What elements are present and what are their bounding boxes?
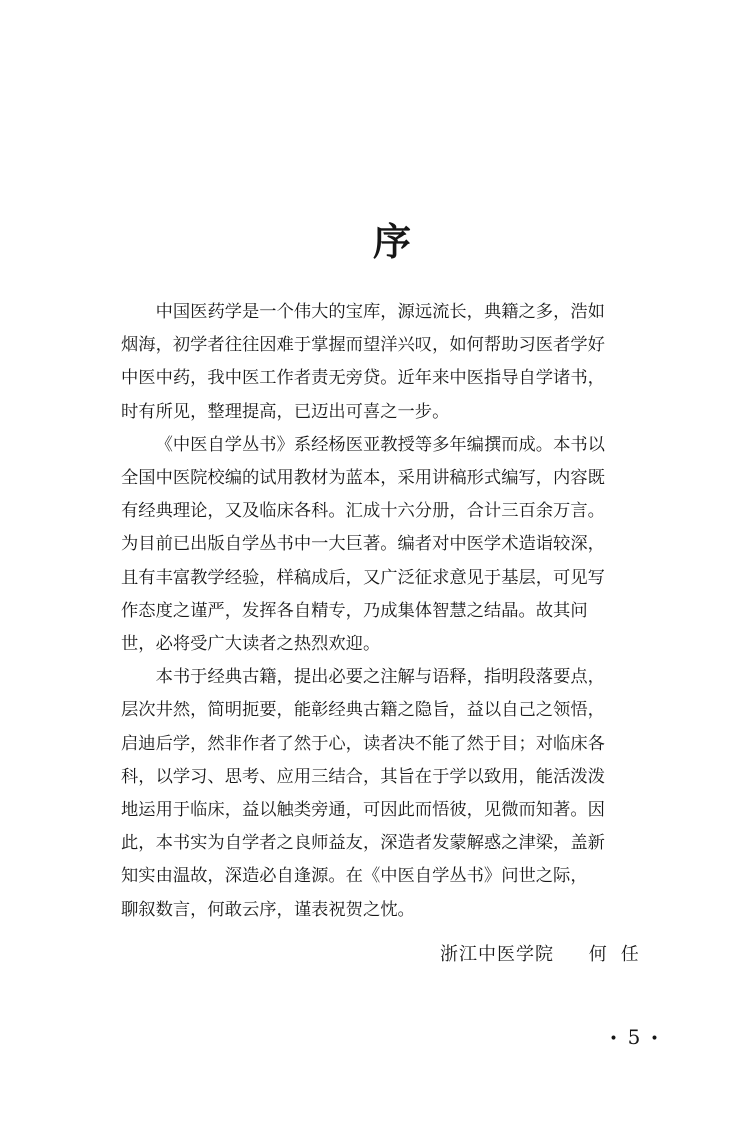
page-number <box>594 1022 674 1054</box>
text-line: 层次井然，简明扼要，能彰经典古籍之隐旨，益以自己之领悟， <box>121 700 605 721</box>
paragraph-3 <box>121 661 691 927</box>
signature-author: 何任 <box>588 944 653 965</box>
text-line: 为目前已出版自学丛书中一大巨著。编者对中医学术造诣较深， <box>121 534 605 555</box>
signature <box>440 940 660 970</box>
preface-body <box>121 296 691 927</box>
text-line: 烟海，初学者往往因难于掌握而望洋兴叹，如何帮助习医者学好 <box>121 335 605 356</box>
text-line: 作态度之谨严，发挥各自精专，乃成集体智慧之结晶。故其问 <box>121 600 588 621</box>
text-line: 本书于经典古籍，提出必要之注解与语释，指明段落要点， <box>155 667 605 688</box>
text-line: 知实由温故，深造必自逢源。在《中医自学丛书》问世之际， <box>121 866 588 887</box>
text-line: 世，必将受广大读者之热烈欢迎。 <box>121 634 381 655</box>
text-line: 且有丰富教学经验，样稿成后，又广泛征求意见于基层，可见写 <box>121 567 605 588</box>
page-title: 序 <box>372 219 413 264</box>
text-line: 时有所见，整理提高，已迈出可喜之一步。 <box>121 401 450 422</box>
page-number-dot-left: • <box>609 1030 618 1047</box>
text-line: 中国医药学是一个伟大的宝库，源远流长，典籍之多，浩如 <box>155 302 605 322</box>
page-number-value: 5 <box>627 1025 641 1049</box>
text-line: 《中医自学丛书》系经杨医亚教授等多年编撰而成。本书以 <box>155 434 605 455</box>
text-line: 有经典理论，又及临床各科。汇成十六分册，合计三百余万言。 <box>121 501 605 522</box>
text-line: 科，以学习、思考、应用三结合，其旨在于学以致用，能活泼泼 <box>121 766 605 787</box>
text-line: 地运用于临床，益以触类旁通，可因此而悟彼，见微而知著。因 <box>121 800 605 821</box>
signature-institution: 浙江中医学院 <box>440 944 554 965</box>
paragraph-1 <box>121 296 691 429</box>
text-line: 聊叙数言，何敢云序，谨表祝贺之忱。 <box>121 899 415 920</box>
paragraph-2 <box>121 429 691 661</box>
page-number-dot-right: • <box>650 1030 659 1047</box>
text-line: 此，本书实为自学者之良师益友，深造者发蒙解惑之津梁，盖新 <box>121 833 605 854</box>
text-line: 启迪后学，然非作者了然于心，读者决不能了然于目；对临床各 <box>121 733 605 754</box>
text-line: 中医中药，我中医工作者责无旁贷。近年来中医指导自学诸书， <box>121 368 605 389</box>
text-line: 全国中医院校编的试用教材为蓝本，采用讲稿形式编写，内容既 <box>121 468 605 489</box>
